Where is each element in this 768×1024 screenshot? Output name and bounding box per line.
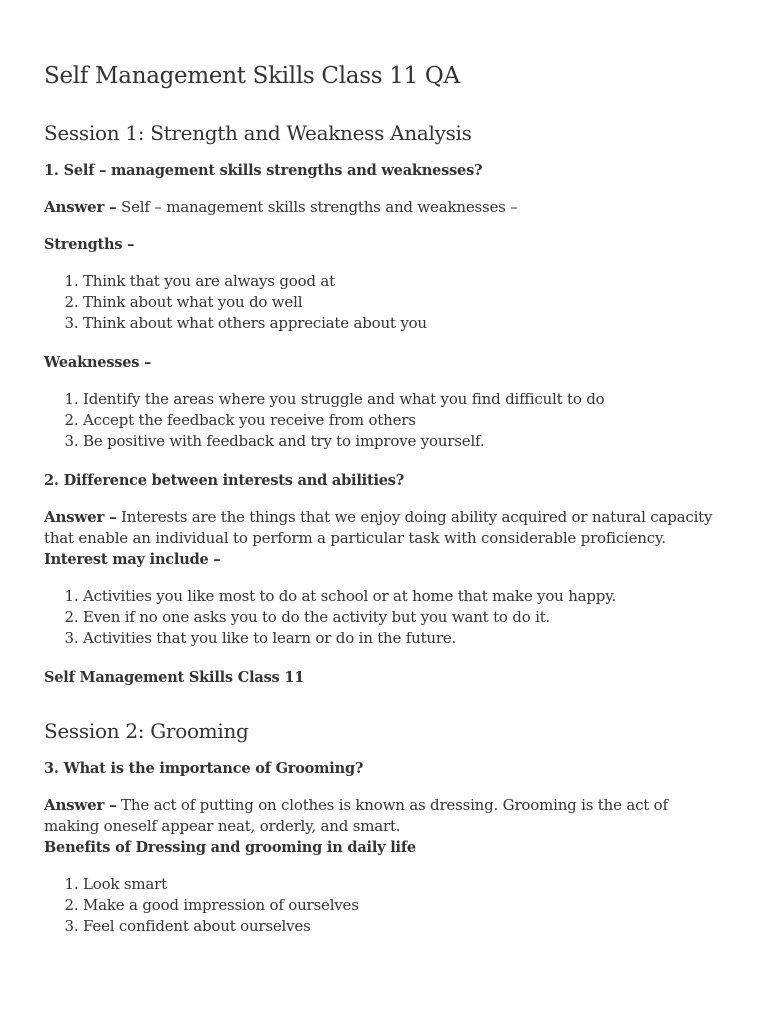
- question-2: 2. Difference between interests and abilities?: [44, 471, 405, 489]
- list-item: 1. Identify the areas where you struggle and what you find difficult to do: [83, 389, 724, 410]
- question-1: 1. Self – management skills strengths and weaknesses?: [44, 161, 483, 179]
- list-item: 3. Feel confident about ourselves: [83, 916, 724, 937]
- interests-list: [44, 586, 724, 649]
- list-item: 2. Think about what you do well: [83, 292, 724, 313]
- document-title: Self Management Skills Class 11 QA: [44, 63, 460, 89]
- list-item: 2. Even if no one asks you to do the activity but you want to do it.: [83, 607, 724, 628]
- answer-text: Interests are the things that we enjoy doing ability acquired or natural capacity that enable an individual to perform a particular task with considerable proficiency.: [44, 507, 713, 547]
- list-item: 3. Activities that you like to learn or do in the future.: [83, 628, 724, 649]
- interest-label: Interest may include –: [44, 550, 221, 568]
- answer-label: Answer –: [44, 507, 117, 526]
- answer-3: [44, 795, 724, 837]
- answer-2: [44, 507, 724, 549]
- question-3: 3. What is the importance of Grooming?: [44, 759, 364, 777]
- session-1-heading: Session 1: Strength and Weakness Analysis: [44, 120, 472, 145]
- weaknesses-label: Weaknesses –: [44, 353, 152, 371]
- benefits-list: [44, 874, 724, 937]
- list-item: 1. Think that you are always good at: [83, 271, 724, 292]
- strengths-list: [44, 271, 724, 334]
- list-item: 3. Think about what others appreciate about you: [83, 313, 724, 334]
- answer-1: [44, 197, 724, 218]
- list-item: 1. Look smart: [83, 874, 724, 895]
- section-footer-label: Self Management Skills Class 11: [44, 668, 305, 686]
- weaknesses-list: [44, 389, 724, 452]
- answer-label: Answer –: [44, 795, 117, 814]
- session-2-heading: Session 2: Grooming: [44, 718, 249, 743]
- answer-text: Self – management skills strengths and weaknesses –: [116, 197, 518, 216]
- list-item: 1. Activities you like most to do at school or at home that make you happy.: [83, 586, 724, 607]
- list-item: 2. Make a good impression of ourselves: [83, 895, 724, 916]
- list-item: 2. Accept the feedback you receive from others: [83, 410, 724, 431]
- answer-label: Answer –: [44, 197, 117, 216]
- benefits-label: Benefits of Dressing and grooming in daily life: [44, 838, 416, 856]
- strengths-label: Strengths –: [44, 235, 135, 253]
- list-item: 3. Be positive with feedback and try to improve yourself.: [83, 431, 724, 452]
- answer-text: The act of putting on clothes is known as dressing. Grooming is the act of making oneself appear neat, orderly, and smart.: [44, 795, 668, 835]
